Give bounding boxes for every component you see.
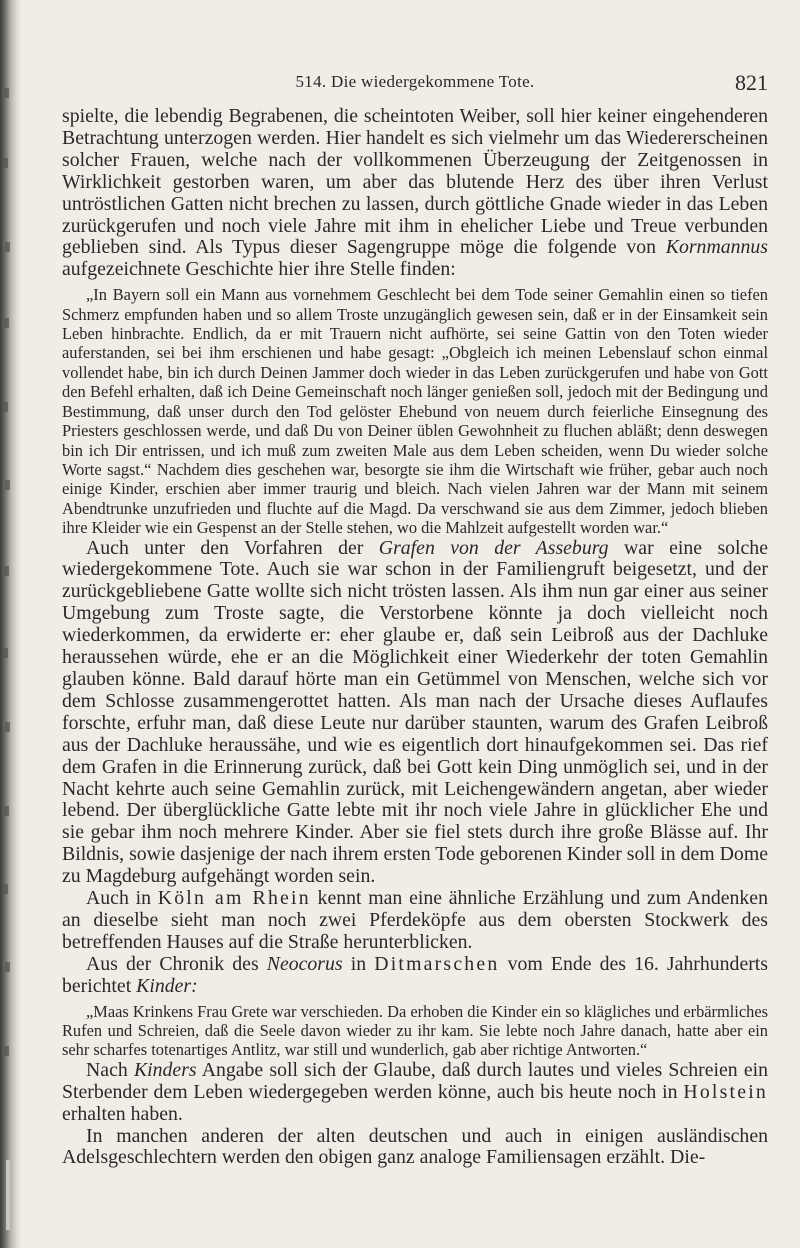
paragraph-chronicle [62,954,768,998]
paragraph-text: in [342,952,375,975]
paragraph-text: Angabe soll sich der Glaube, daß durch lautes und vieles Schreien ein Sterbender dem Leben wiedergegeben werden könne, auch bis heute noch in [62,1058,768,1103]
author-name: Kinder: [136,974,198,997]
paragraph-intro [62,106,768,281]
edge-mark [4,1046,9,1056]
page-number: 821 [735,70,768,95]
running-title: 514. Die wiedergekommene Tote. [295,72,535,91]
edge-mark [4,88,9,98]
place-name: Köln am Rhein [157,887,311,910]
edge-mark [3,158,8,168]
source-name: Neocorus [266,952,343,975]
paragraph-text: kennt man eine ähnliche Erzählung und zum Andenken an dieselbe sieht man noch zwei Pferdeköpfe aus dem obersten Stockwerk des betreffenden Hauses auf die Straße herunterblicken. [62,887,768,953]
paragraph-text: spielte, die lebendig Begrabenen, die scheintoten Weiber, soll hier keiner eingehenderen Betrachtung unterzogen werden. Hier handelt es sich vielmehr um das Wiedererscheinen solcher Frauen, welche nach der vollkommenen Überzeugung der Zeitgenossen in Wirklichkeit gestorben waren, um aber das blutende Herz des über ihren Verlust untröstlichen Gatten nicht brechen zu lassen, durch göttliche Gnade wieder in das Leben zurückgerufen und noch viele Jahre mit ihm in ehelicher Liebe und Treue verbunden geblieben sind. Als Typus dieser Sagengruppe möge die folgende von [62,105,768,259]
paragraph-text: Auch unter den Vorfahren der [86,536,379,559]
edge-mark [4,566,9,576]
edge-mark [5,242,10,252]
edge-mark [4,806,9,816]
edge-mark [3,402,8,412]
paragraph-koeln [62,888,768,954]
paragraph-text: Auch in [86,887,158,910]
binding-edge [0,0,22,1248]
paragraph-text: war eine solche wiedergekommene Tote. Auch sie war schon in der Familiengruft beigesetzt, und der zurückgebliebene Gatte wollte sich nicht trösten lassen. Als ihm nun gar einer aus seiner Umgebung zum Troste sagte, die Verstorbene könnte ja doch vielleicht noch wiederkommen, da erwiderte er: eher glaube er, daß sein Leibroß aus der Dachluke heraussehen würde, ehe er an die Möglichkeit einer Wiederkehr der toten Gemahlin glauben könne. Bald darauf hörte man ein Getümmel von Menschen, welche sich vor dem Schlosse zusammengerottet hatten. Als man nach der Ursache dieses Auflaufes forschte, erfuhr man, daß diese Leute nur darüber staunten, warum des Grafen Leibroß aus der Dachluke heraussähe, und wie es eigentlich dort hinaufgekommen sei. Das rief dem Grafen in die Erinnerung zurück, daß bei Gott kein Ding unmöglich sei, und in der Nacht kehrte auch seine Gemahlin zurück, mit Leichengewändern angetan, aber wieder lebend. Der überglückliche Gatte lebte mit ihr noch viele Jahre in glücklicher Ehe und sie gebar ihm noch mehrere Kinder. Aber sie fiel stets durch ihre große Blässe auf. Ihr Bildnis, sowie dasjenige der nach ihrem ersten Tode geborenen Kinder soll in dem Dome zu Magdeburg aufgehängt worden sein. [62,536,768,888]
paragraph-text: Aus der Chronik des [86,952,267,975]
book-page [62,0,768,1169]
paragraph-holstein [62,1060,768,1126]
quotation-krinkens: „Maas Krinkens Frau Grete war verschieden. Da erhoben die Kinder ein so klägliches und erbärmliches Rufen und Schreien, daß die Seele davon wieder zu ihr kam. Sie lebte noch Jahre danach, hatte aber ein sehr scharfes totenartiges Antlitz, war still und wunderlich, gab aber richtige Antworten.“ [62,1001,768,1060]
running-header [62,72,768,106]
family-name: Grafen von der Asseburg [378,536,609,559]
author-name: Kornmannus [665,236,768,259]
paragraph-closing: In manchen anderen der alten deutschen und auch in einigen ausländischen Adelsgeschlechtern werden den obigen ganz analoge Familiensagen erzählt. Die- [62,1124,768,1169]
page-tear [6,1160,10,1230]
paragraph-text: Nach [86,1058,134,1081]
edge-mark [5,962,10,972]
edge-mark [5,722,10,732]
place-name: Ditmarschen [374,952,500,975]
edge-mark [3,648,8,658]
place-name: Holstein [683,1080,768,1103]
paragraph-text: vom Ende des 16. Jahrhunderts berichtet [62,952,769,997]
edge-mark [4,318,9,328]
paragraph-asseburg [62,538,768,889]
author-name: Kinders [133,1058,197,1081]
paragraph-text: aufgezeichnete Geschichte hier ihre Stelle finden: [62,258,456,281]
edge-mark [3,884,8,894]
quotation-bavaria: „In Bayern soll ein Mann aus vornehmem Geschlecht bei dem Tode seiner Gemahlin einen so tiefen Schmerz empfunden haben und so allem Troste unzugänglich gewesen sein, daß er in der Einsamkeit sein Leben hinbrachte. Endlich, da er mit Trauern nicht aufhörte, sei seine Gattin von den Toten wieder auferstanden, sei bei ihm erschienen und habe gesagt: „Obgleich ich meinen Lebenslauf schon einmal vollendet habe, bin ich durch Deinen Jammer doch wieder in das Leben zurückgerufen und habe von Gott den Befehl erhalten, daß ich Deine Gemeinschaft noch länger genießen soll, jedoch mit der Bedingung und Bestimmung, daß unser durch den Tod gelöster Ehebund von neuem durch feierliche Einsegnung des Priesters geschlossen werde, und daß Du von Deiner üblen Gewohnheit zu fluchen abläßt; denn deswegen bin ich Dir entrissen, und ich muß zum zweiten Male aus dem Leben scheiden, wenn Du wieder solche Worte sagst.“ Nachdem dies geschehen war, besorgte sie ihm die Wirtschaft wie früher, gebar auch noch einige Kinder, erschien aber immer traurig und bleich. Nach vielen Jahren war der Mann mit seinem Abendtrunke unzufrieden und fluchte auf die Magd. Da verschwand sie aus dem Zimmer, jedoch blieben ihre Kleider wie ein Gespenst an der Stelle stehen, wo die Mahlzeit aufgestellt worden war.“ [62,285,768,538]
paragraph-text: erhalten haben. [62,1102,183,1125]
edge-mark [5,480,10,490]
